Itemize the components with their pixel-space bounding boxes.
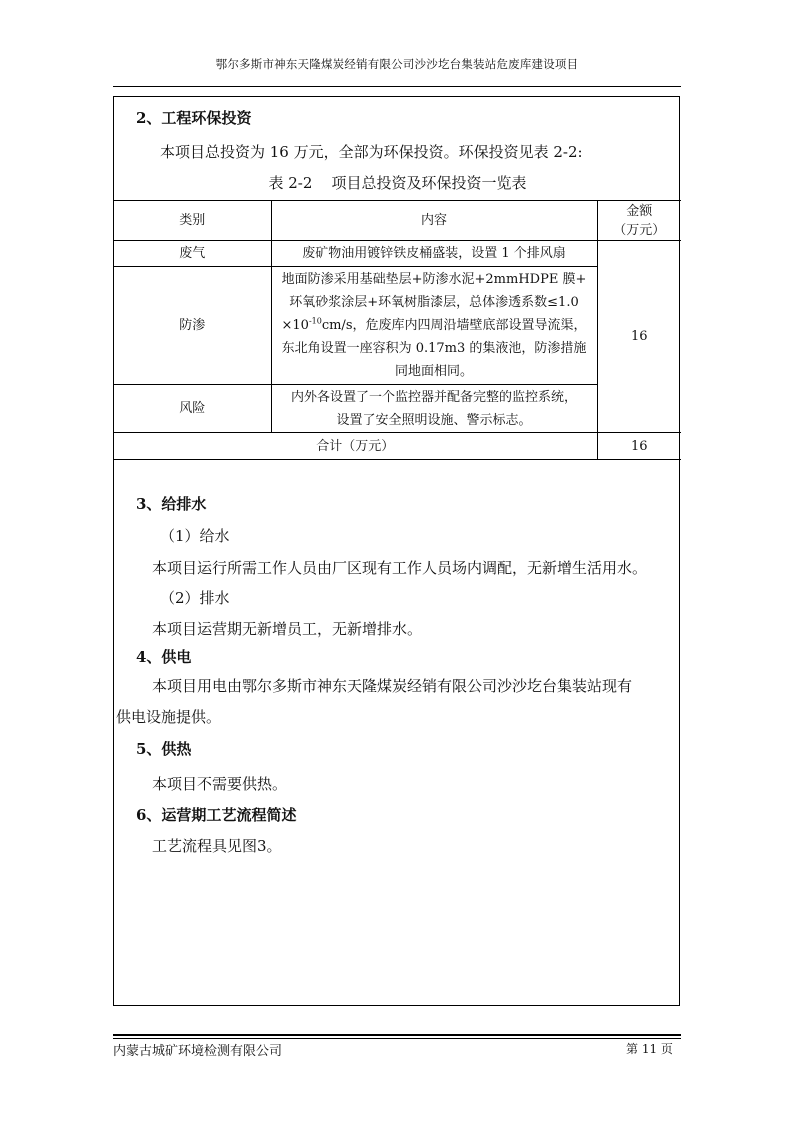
footer-rule-thin [113,1038,681,1039]
header-amount [597,201,681,241]
row-waste-gas-category: 废气 [114,241,271,267]
section-2-paragraph: 本项目总投资为 16 万元，全部为环保投资。环保投资见表 2-2: [160,143,583,161]
seepage-line-3-pre: ×10 [281,318,309,333]
total-value: 16 [597,433,681,460]
section-3-paragraph-1: 本项目运行所需工作人员由厂区现有工作人员场内调配，无新增生活用水。 [152,559,648,577]
footer-company: 内蒙古城矿环境检测有限公司 [113,1044,283,1059]
section-3-sub-2: （2）排水 [160,589,230,607]
row-risk-category: 风险 [114,385,271,433]
seepage-line-2: 环氧砂浆涂层+环氧树脂漆层，总体渗透系数≤1.0 [289,295,579,310]
risk-line-1: 内外各设置了一个监控器并配备完整的监控系统， [290,389,577,405]
section-6-paragraph: 工艺流程具见图3。 [152,837,282,855]
row-risk-content [271,385,597,433]
header-amount-line1: 金额 [626,203,653,219]
merged-amount: 16 [597,241,681,433]
seepage-line-3-post: cm/s，危废库内四周沿墙壁底部设置导流渠， [321,318,587,333]
footer-rule-thick [113,1034,681,1036]
risk-line-2: 设置了安全照明设施、警示标志。 [336,412,532,428]
table-total-row [114,433,681,460]
table-header-row [114,201,681,241]
section-3-heading: 3、给排水 [136,495,207,513]
seepage-line-1: 地面防渗采用基础垫层+防渗水泥+2mmHDPE 膜+ [281,272,587,287]
section-6-heading: 6、运营期工艺流程简述 [136,806,297,824]
header-content: 内容 [271,201,597,241]
seepage-line-5: 同地面相同。 [394,364,473,379]
seepage-line-3 [276,314,593,337]
table-row [114,267,681,385]
seepage-line-3-sup: -10 [308,316,322,326]
section-2-heading: 2、工程环保投资 [136,109,252,127]
section-4-paragraph-line-2: 供电设施提供。 [116,708,222,726]
section-5-paragraph: 本项目不需要供热。 [152,775,288,793]
investment-table [114,200,681,460]
footer-page-number: 第 11 页 [626,1042,673,1056]
header-rule [113,86,681,87]
table-row [114,241,681,267]
table-caption: 表 2-2 项目总投资及环保投资一览表 [268,174,527,192]
section-3-sub-1: （1）给水 [160,527,230,545]
total-label: 合计（万元） [114,433,597,460]
content-frame [113,96,680,1006]
seepage-line-4: 东北角设置一座容积为 0.17m3 的集液池，防渗措施 [281,341,587,356]
section-5-heading: 5、供热 [136,740,192,758]
section-4-heading: 4、供电 [136,648,192,666]
section-4-paragraph-line-1: 本项目用电由鄂尔多斯市神东天隆煤炭经销有限公司沙沙圪台集装站现有 [152,677,633,695]
section-3-paragraph-2: 本项目运营期无新增员工，无新增排水。 [152,620,423,638]
row-seepage-content [271,267,597,385]
row-waste-gas-content: 废矿物油用镀锌铁皮桶盛装，设置 1 个排风扇 [271,241,597,267]
header-category: 类别 [114,201,271,241]
page-header: 鄂尔多斯市神东天隆煤炭经销有限公司沙沙圪台集装站危废库建设项目 [215,57,579,71]
row-seepage-category: 防渗 [114,267,271,385]
table-row [114,385,681,433]
header-amount-line2: （万元） [613,222,666,238]
